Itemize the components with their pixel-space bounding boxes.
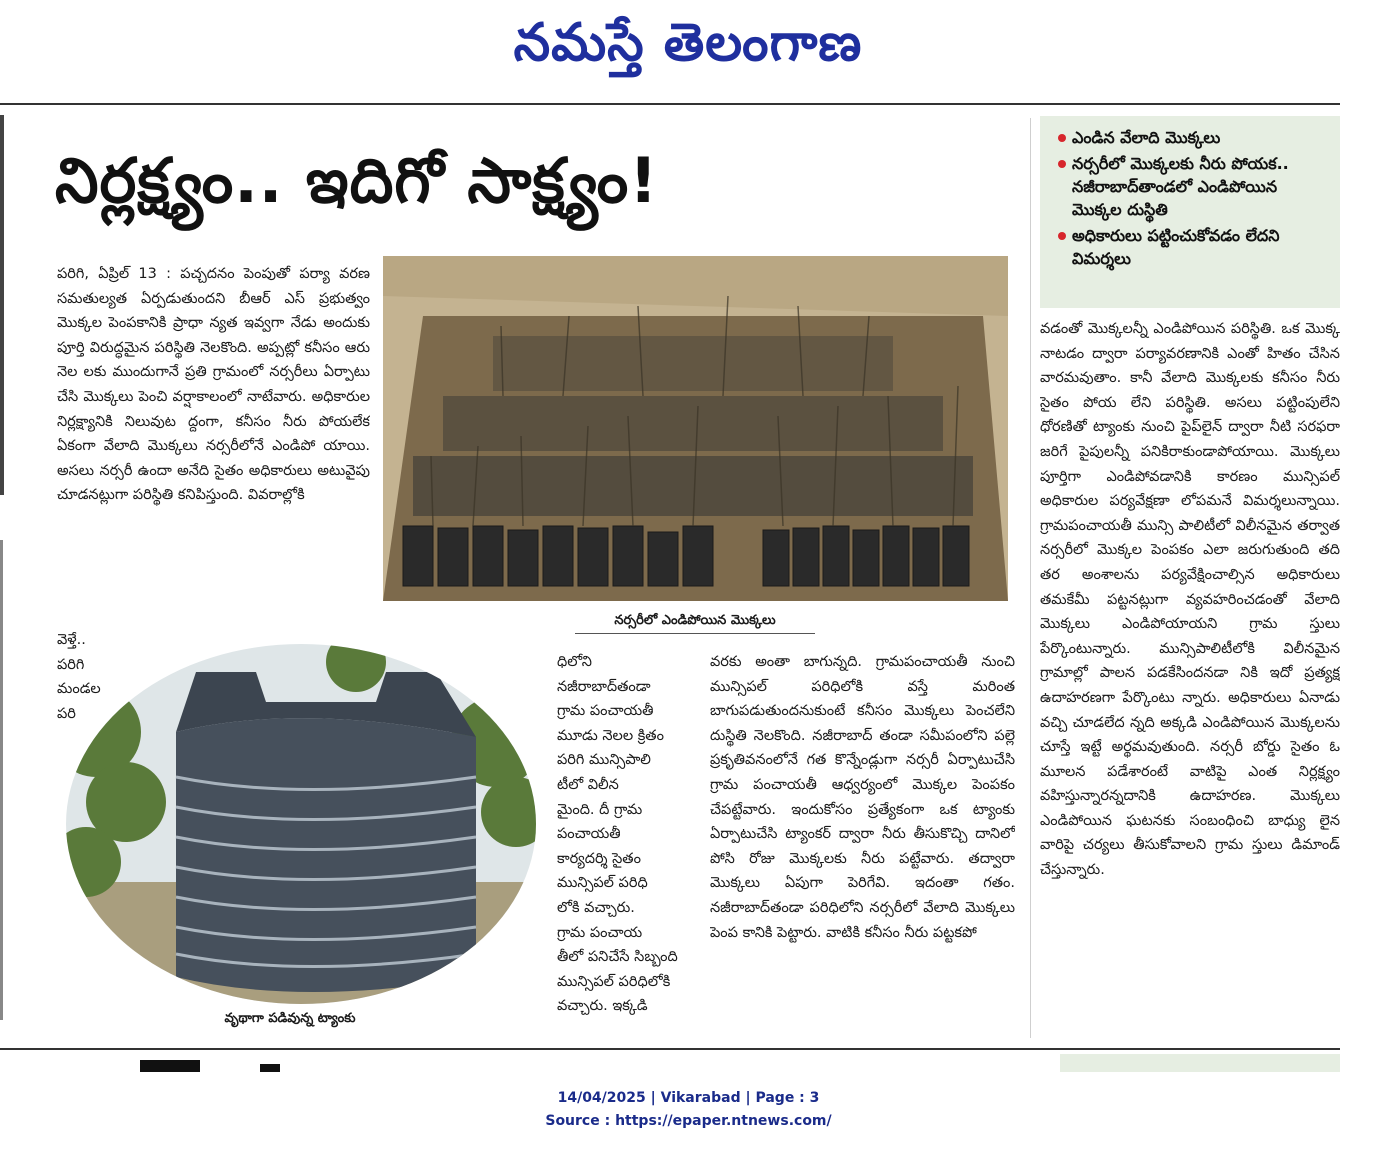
bullet-icon: [1058, 232, 1066, 240]
page-edge: [0, 540, 3, 1020]
article-column-3: వరకు అంతా బాగున్నది. గ్రామపంచాయతీ నుంచి మున్సిపల్ పరిధిలోకి వస్తే మరింత బాగుపడుతుందనుకుంటే కనీసం మొక్కలు పెంచలేని దుస్థితి నెలకొంది. నజీరాబాద్ తండా సమీపంలోని పల్లె ప్రకృతివనంలోనే గత కొన్నేండ్లుగా నర్సరీ ఏర్పాటుచేసి గ్రామ పంచాయతీ ఆధ్వర్యంలో మొక్కల పెంపకం చేపట్టేవారు. ఇందుకోసం ప్రత్యేకంగా ఒక ట్యాంకు ఏర్పాటుచేసి ట్యాంకర్ ద్వారా నీరు తీసుకొచ్చి దానిలో పోసి రోజు మొక్కలకు నీరు పట్టేవారు. తద్వారా మొక్కలు ఏపుగా పెరిగేవి. ఇదంతా గతం. నజీరాబాద్‌తండా పరిధిలోని నర్సరీలో వేలాది మొక్కలు పెంప కానికి పెట్టారు. వాటికి కనీసం నీరు పట్టకపో: [710, 654, 1015, 941]
footer-source-link[interactable]: Source : https://epaper.ntnews.com/: [545, 1113, 832, 1129]
headline: నిర్లక్ష్యం.. ఇదిగో సాక్ష్యం!: [55, 144, 659, 217]
page-edge: [0, 115, 4, 495]
masthead: [0, 0, 1377, 104]
tank-photo: [56, 642, 546, 1007]
bullet-icon: [1058, 134, 1066, 142]
column-divider: [1030, 118, 1031, 1038]
photo-caption: నర్సరీలో ఎండిపోయిన మొక్కలు: [575, 608, 815, 634]
dried-plants-image: [383, 256, 1008, 601]
article-column-1-wrap: వెళ్తే.. పరిగి మండల పరి: [57, 632, 101, 722]
highlight-item: ఎండిన వేలాది మొక్కలు: [1058, 126, 1326, 149]
article-column-4: వడంతో మొక్కలన్నీ ఎండిపోయిన పరిస్థితి. ఒక మొక్క నాటడం ద్వారా పర్యావరణానికి ఎంతో హితం చేసిన వారమవుతాం. కానీ వేలాది మొక్కలకు కనీసం నీరు సైతం పోయ లేని పరిస్థితి. అసలు పట్టింపులేని ధోరణితో ట్యాంకు నుంచి పైప్‌లైన్ ద్వారా నీటి సరఫరా జరిగే పైపులన్నీ పనికిరాకుండాపోయాయి. మొక్కలు పూర్తిగా ఎండిపోవడానికి కారణం మున్సిపల్ అధికారుల పర్యవేక్షణా లోపమనే విమర్శలున్నాయి. గ్రామపంచాయతీ మున్సి పాలిటీలో విలీనమైన తర్వాత నర్సరీలో మొక్కల పెంపకం ఎలా జరుగుతుంది తది తర అంశాలను పర్యవేక్షించాల్సిన అధికారులు తమకేమీ పట్టనట్లుగా వ్యవహరించడంతో వేలాది మొక్కలు ఎండిపోయాయని గ్రామ స్తులు పేర్కొంటున్నారు. మున్సిపాలిటీలోకి విలీనమైన గ్రామాల్లో పాలన పడకేసిందనడా నికి ఇదో ప్రత్యక్ష ఉదాహరణగా పేర్కొంటు న్నారు. అధికారులు ఏనాడు వచ్చి చూడలేద న్నది అక్కడి ఎండిపోయిన మొక్కలను చూస్తే ఇట్టే అర్థమవుతుంది. నర్సరీ బోర్డు సైతం ఓ మూలన పడేశారంటే వాటిపై ఎంత నిర్లక్ష్యం వహిస్తున్నారన్నదానికి ఉదాహరణ. మొక్కలు ఎండిపోయిన ఘటనకు సంబంధించి బాధ్యు లైన వారిపై చర్యలు తీసుకోవాలని గ్రామ స్తులు డిమాండ్ చేస్తున్నారు.: [1040, 321, 1340, 879]
footer-date-edition: 14/04/2025 | Vikarabad | Page : 3: [557, 1090, 820, 1106]
highlights-box: [1040, 116, 1340, 308]
next-article-strip: [0, 1050, 1340, 1072]
article-column-2: ధిలోని నజీరాబాద్‌తండా గ్రామ పంచాయతీ మూడు నెలల క్రితం పరిగి మున్సిపాలి టీలో విలీన మైంది. దీ గ్రామ పంచాయతీ కార్యదర్శి సైతం మున్సిపల్ పరిధి లోకి వచ్చారు. గ్రామ పంచాయ తీలో పనిచేసే సిబ్బంది మున్సిపల్ పరిధిలోకి వచ్చారు. ఇక్కడి: [557, 654, 678, 1015]
water-tank-image: [56, 642, 546, 1007]
highlight-item: అధికారులు పట్టించుకోవడం లేదని విమర్శలు: [1058, 224, 1326, 270]
bullet-icon: [1058, 160, 1066, 168]
highlight-item: నర్సరీలో మొక్కలకు నీరు పోయక.. నజీరాబాద్‌తాండలో ఎండిపోయిన మొక్కల దుస్థితి: [1058, 152, 1326, 221]
masthead-title: నమస్తే తెలంగాణ: [513, 13, 863, 73]
masthead-rule: [0, 103, 1340, 105]
nursery-photo: [383, 256, 1008, 601]
photo-caption: వృథాగా పడివున్న ట్యాంకు: [224, 1011, 356, 1026]
article-column-1: పరిగి, ఏప్రిల్ 13 : పచ్చదనం పెంపుతో పర్యా వరణ సమతుల్యత ఏర్పడుతుందని బీఆర్ ఎస్ ప్రభుత్వం మొక్కల పెంపకానికి ప్రాధా న్యత ఇవ్వగా నేడు అందుకు పూర్తి విరుద్ధమైన పరిస్థితి నెలకొంది. అప్పట్లో కనీసం ఆరు నెల లకు ముందుగానే ప్రతి గ్రామంలో నర్సరీలు ఏర్పాటు చేసి మొక్కలు పెంచి వర్షాకాలంలో నాటేవారు. అధికారుల నిర్లక్ష్యానికి నిలువుట ద్దంగా, కనీసం నీరు పోయలేక ఏకంగా వేలాది మొక్కలు నర్సరీలోనే ఎండిపో యాయి. అసలు నర్సరీ ఉందా అనేది సైతం అధికారులు అటువైపు చూడనట్లుగా పరిస్థితి కనిపిస్తుంది. వివరాల్లోకి: [57, 266, 370, 504]
next-article-fragment: [0, 1050, 1340, 1072]
